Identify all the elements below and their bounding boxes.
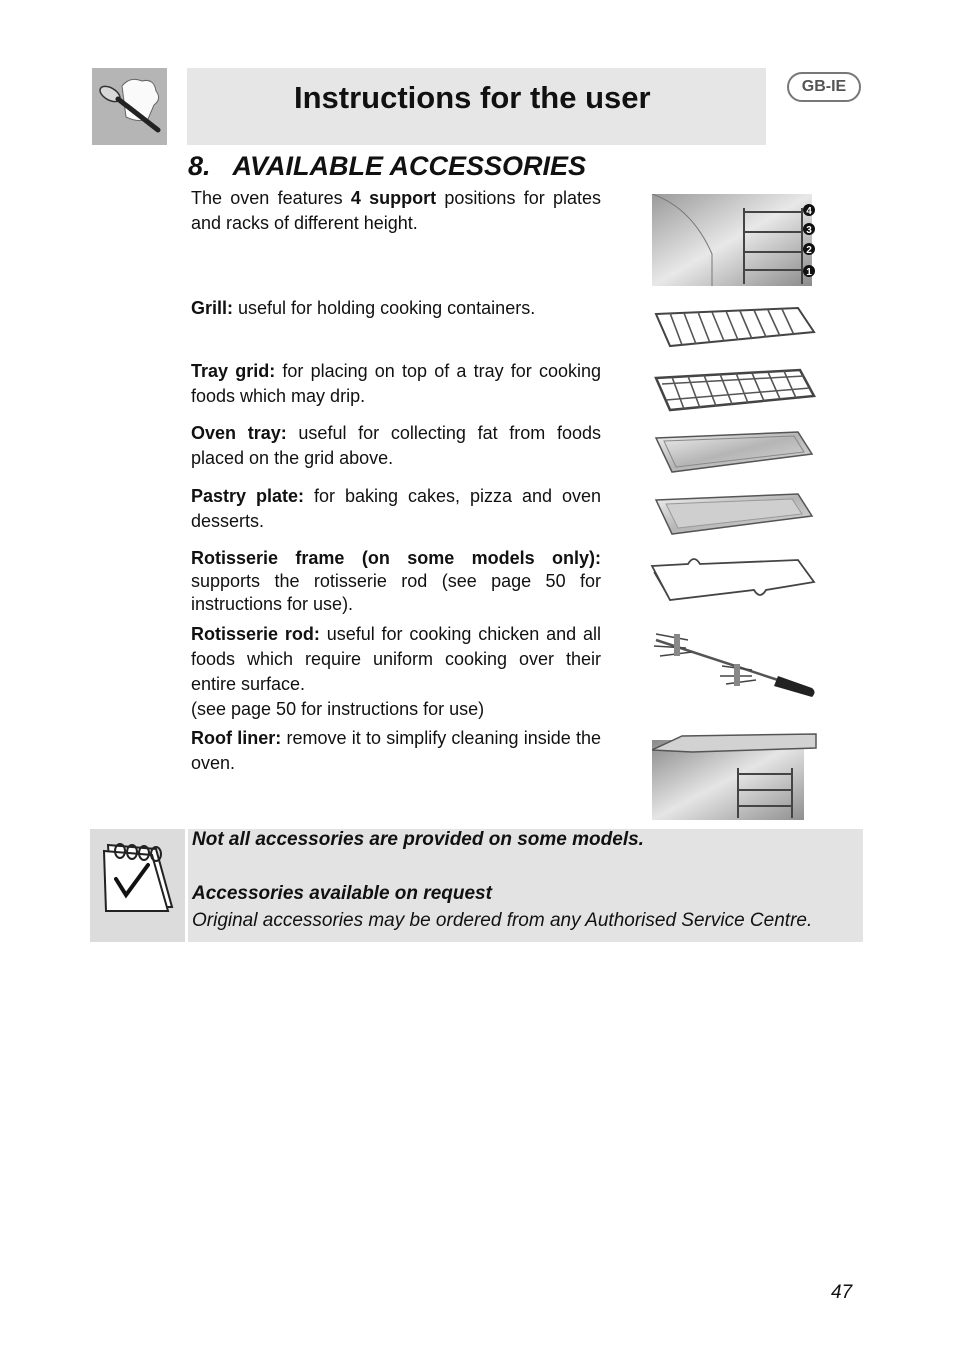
pastry-plate-image (652, 490, 816, 538)
accessory-name: Rotisserie frame (on some models only): (191, 548, 601, 568)
rotisserie-rod-image (652, 626, 818, 704)
intro-paragraph (191, 186, 601, 236)
oven-tray-image (656, 432, 812, 472)
accessory-description: useful for holding cooking containers. (233, 298, 536, 318)
accessory-rotisserie-frame (191, 547, 601, 616)
support-number: 2 (806, 245, 812, 256)
roof-liner-image (652, 732, 818, 820)
accessory-roof-liner (191, 726, 601, 776)
support-number: 3 (806, 225, 812, 236)
support-number: 4 (806, 206, 812, 217)
accessory-extra: (see page 50 for instructions for use) (191, 699, 485, 719)
accessory-tray-grid (191, 359, 601, 409)
accessory-description: supports the rotisserie rod (see page 50 for instructions for use). (191, 571, 601, 614)
accessory-name: Rotisserie rod: (191, 624, 320, 644)
accessory-name: Tray grid: (191, 361, 276, 381)
support-number: 1 (806, 267, 812, 278)
page-number: 47 (831, 1282, 853, 1303)
section-number: 8. (188, 151, 211, 181)
language-badge: GB-IE (787, 72, 861, 102)
section-title (188, 151, 586, 182)
accessory-oven-tray (191, 421, 601, 471)
accessory-description: for baking cakes, pizza and oven desserts. (191, 486, 601, 531)
accessory-name: Pastry plate: (191, 486, 305, 506)
accessory-description: useful for collecting fat from foods placed on the grid above. (191, 423, 601, 468)
oven-support-positions-image (652, 194, 820, 288)
intro-text-after: positions for plates and racks of different height. (191, 188, 601, 233)
accessory-pastry-plate (191, 484, 601, 534)
page-header-title: Instructions for the user (294, 80, 651, 115)
note-line-3: Original accessories may be ordered from any Authorised Service Centre. (192, 910, 813, 931)
accessory-grill (191, 296, 601, 321)
accessory-description: for placing on top of a tray for cooking foods which may drip. (191, 361, 601, 406)
accessory-name: Oven tray: (191, 423, 287, 443)
note-divider (185, 829, 188, 942)
accessory-name: Grill: (191, 298, 234, 318)
intro-text-before: The oven features (191, 188, 351, 208)
section-title-text: AVAILABLE ACCESSORIES (232, 151, 587, 181)
rotisserie-frame-image (648, 552, 818, 606)
grill-image (652, 304, 818, 350)
accessory-rotisserie-rod (191, 622, 601, 722)
notepad-check-icon (90, 829, 185, 942)
accessory-description: useful for cooking chicken and all foods which require uniform cooking over their entire surface. (191, 624, 601, 694)
chef-spoon-icon (92, 68, 167, 145)
tray-grid-image (652, 366, 818, 414)
accessory-description: remove it to simplify cleaning inside the oven. (191, 728, 601, 773)
note-line-2: Accessories available on request (192, 883, 492, 904)
accessory-name: Roof liner: (191, 728, 282, 748)
intro-bold: 4 support (350, 188, 437, 208)
note-line-1: Not all accessories are provided on some models. (192, 829, 644, 850)
